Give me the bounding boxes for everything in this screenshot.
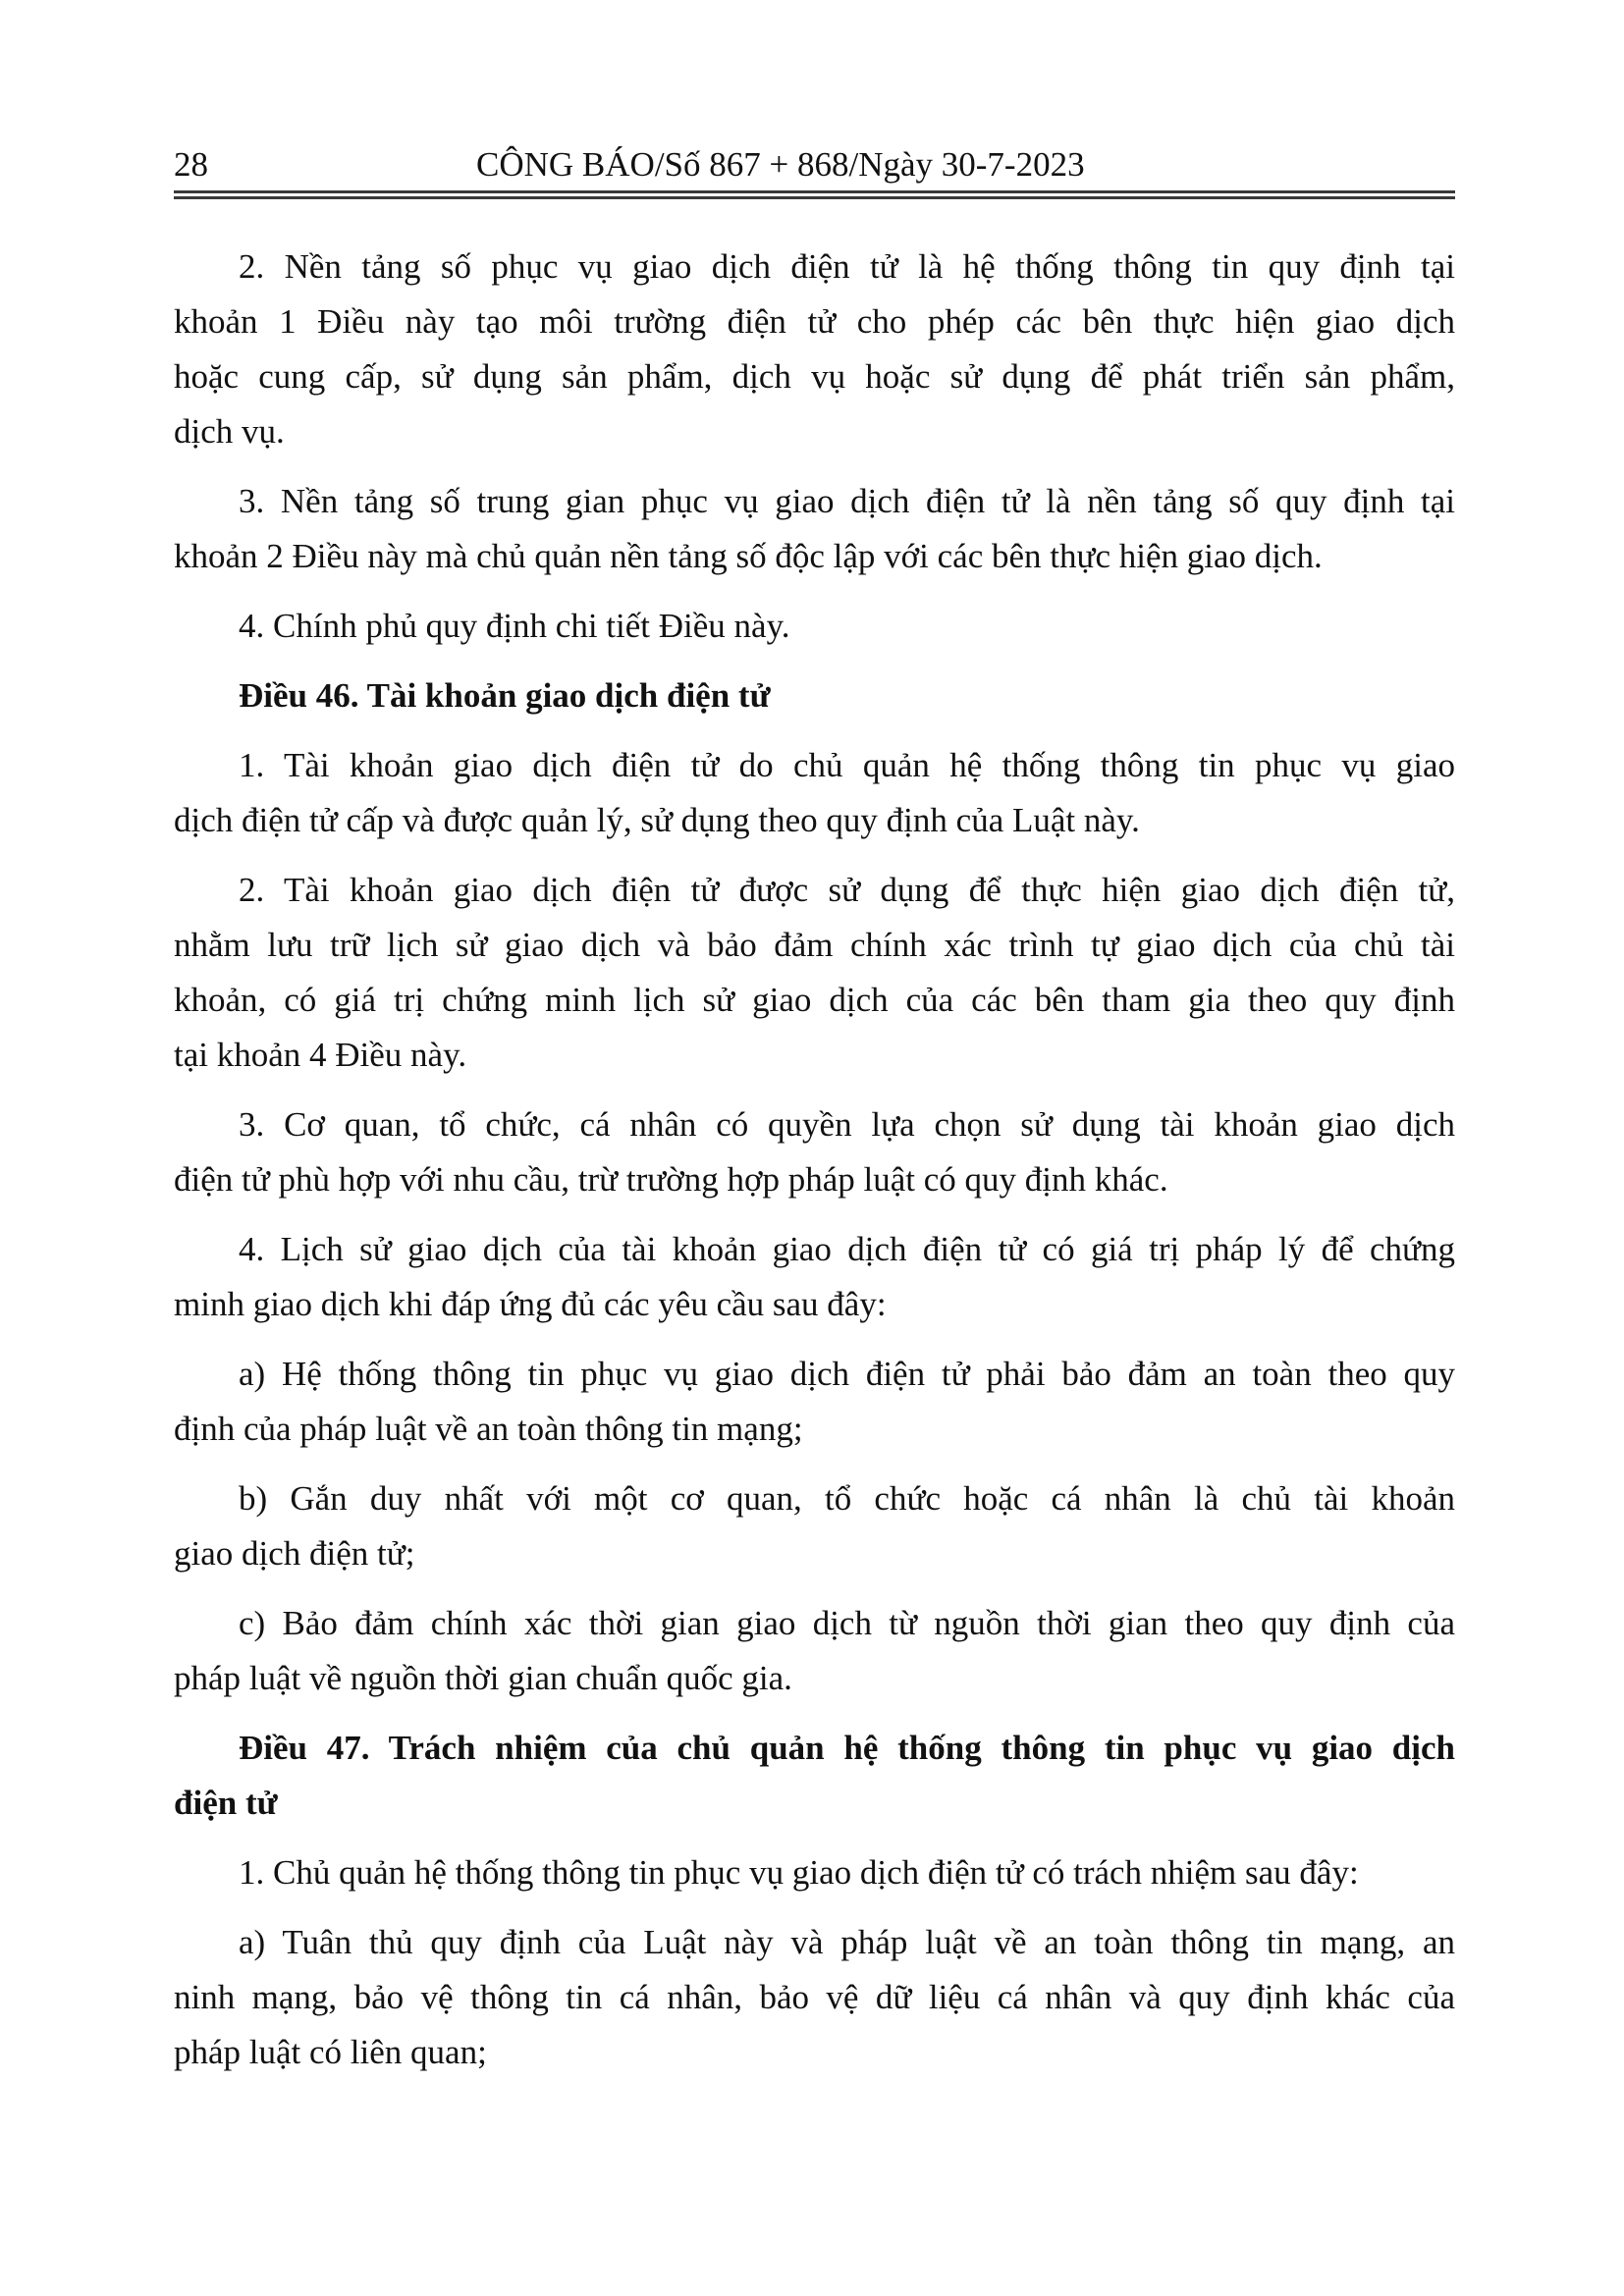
clause-3-line-2: khoản 2 Điều này mà chủ quản nền tảng số độc lập với các bên thực hiện giao dịch. xyxy=(174,537,1323,575)
article-47-heading-line-1: Điều 47. Trách nhiệm của chủ quản hệ thống thông tin phục vụ giao dịch xyxy=(239,1729,1455,1767)
art46-clause-2-line-4: tại khoản 4 Điều này. xyxy=(174,1036,467,1074)
clause-3-line-1: 3. Nền tảng số trung gian phục vụ giao dịch điện tử là nền tảng số quy định tại xyxy=(239,482,1455,520)
art46-point-c-line-1: c) Bảo đảm chính xác thời gian giao dịch từ nguồn thời gian theo quy định của xyxy=(239,1604,1455,1642)
art47-point-a-line-1: a) Tuân thủ quy định của Luật này và pháp luật về an toàn thông tin mạng, an xyxy=(239,1923,1455,1961)
page-number: 28 xyxy=(174,145,208,184)
art46-clause-4-line-2: minh giao dịch khi đáp ứng đủ các yêu cầu sau đây: xyxy=(174,1285,887,1323)
art46-clause-2-line-3: khoản, có giá trị chứng minh lịch sử giao dịch của các bên tham gia theo quy định xyxy=(174,981,1455,1019)
clause-2-line-2: khoản 1 Điều này tạo môi trường điện tử cho phép các bên thực hiện giao dịch xyxy=(174,302,1455,341)
art46-clause-3-line-2: điện tử phù hợp với nhu cầu, trừ trường hợp pháp luật có quy định khác. xyxy=(174,1160,1168,1199)
header-rule-top xyxy=(174,190,1455,193)
article-46-heading: Điều 46. Tài khoản giao dịch điện tử xyxy=(239,676,771,715)
art46-point-a-line-1: a) Hệ thống thông tin phục vụ giao dịch điện tử phải bảo đảm an toàn theo quy xyxy=(239,1355,1455,1393)
art46-clause-1-line-2: dịch điện tử cấp và được quản lý, sử dụng theo quy định của Luật này. xyxy=(174,801,1140,839)
art46-clause-4-line-1: 4. Lịch sử giao dịch của tài khoản giao dịch điện tử có giá trị pháp lý để chứng xyxy=(239,1230,1455,1268)
art46-clause-1-line-1: 1. Tài khoản giao dịch điện tử do chủ quản hệ thống thông tin phục vụ giao xyxy=(239,746,1455,784)
gazette-header-title: CÔNG BÁO/Số 867 + 868/Ngày 30-7-2023 xyxy=(476,145,1085,184)
clause-2-line-3: hoặc cung cấp, sử dụng sản phẩm, dịch vụ hoặc sử dụng để phát triển sản phẩm, xyxy=(174,357,1455,396)
art47-clause-1-line-1: 1. Chủ quản hệ thống thông tin phục vụ giao dịch điện tử có trách nhiệm sau đây: xyxy=(239,1853,1359,1892)
art46-clause-2-line-1: 2. Tài khoản giao dịch điện tử được sử dụng để thực hiện giao dịch điện tử, xyxy=(239,871,1455,909)
art46-point-b-line-2: giao dịch điện tử; xyxy=(174,1534,415,1573)
clause-4-line-1: 4. Chính phủ quy định chi tiết Điều này. xyxy=(239,607,790,645)
clause-2-line-1: 2. Nền tảng số phục vụ giao dịch điện tử là hệ thống thông tin quy định tại xyxy=(239,247,1455,286)
art46-point-a-line-2: định của pháp luật về an toàn thông tin mạng; xyxy=(174,1410,803,1448)
art46-clause-2-line-2: nhằm lưu trữ lịch sử giao dịch và bảo đảm chính xác trình tự giao dịch của chủ tài xyxy=(174,926,1455,964)
art46-point-c-line-2: pháp luật về nguồn thời gian chuẩn quốc gia. xyxy=(174,1659,792,1697)
header-rule-bottom xyxy=(174,196,1455,199)
art46-point-b-line-1: b) Gắn duy nhất với một cơ quan, tổ chức hoặc cá nhân là chủ tài khoản xyxy=(239,1479,1455,1518)
art47-point-a-line-3: pháp luật có liên quan; xyxy=(174,2033,487,2071)
art47-point-a-line-2: ninh mạng, bảo vệ thông tin cá nhân, bảo vệ dữ liệu cá nhân và quy định khác của xyxy=(174,1978,1455,2016)
clause-2-line-4: dịch vụ. xyxy=(174,412,285,451)
art46-clause-3-line-1: 3. Cơ quan, tổ chức, cá nhân có quyền lựa chọn sử dụng tài khoản giao dịch xyxy=(239,1105,1455,1144)
article-47-heading-line-2: điện tử xyxy=(174,1784,278,1822)
